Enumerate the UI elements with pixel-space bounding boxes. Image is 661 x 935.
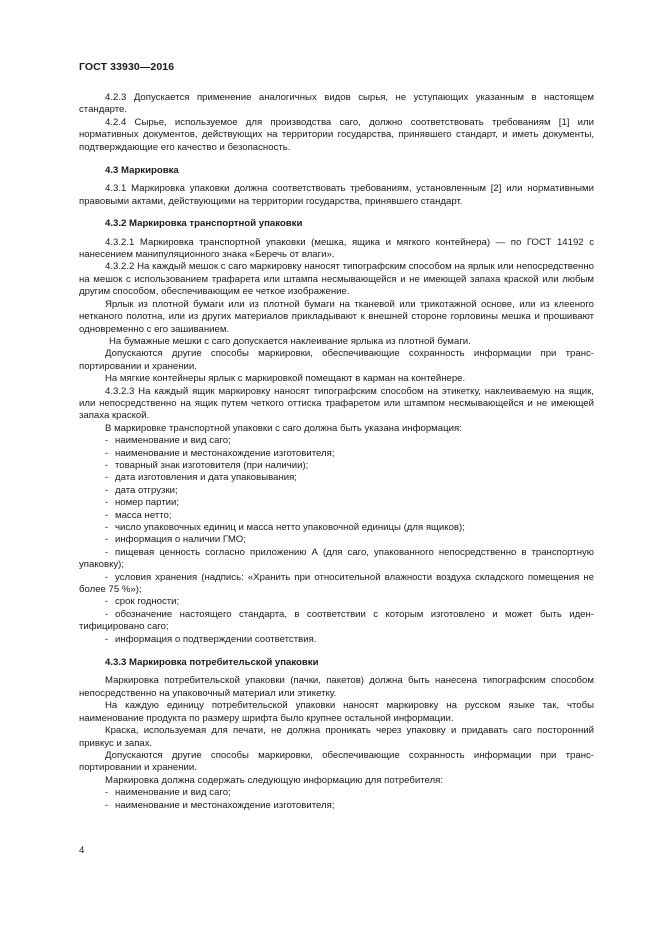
paragraph-4-3-2-2: 4.3.2.2 На каждый мешок с саго маркировку наносят типографским способом на ярлык или непосредственно на мешок с использованием трафарета или штампа несмывающейся и не имеющей запаха краской или любым другим способом, обеспечивающим ее четкое изображение. xyxy=(79,261,594,298)
paragraph-paper-bags: На бумажные мешки с саго допускается наклеивание ярлыка из плотной бумаги. xyxy=(109,335,471,347)
list-dash: - xyxy=(105,787,109,799)
list-dash: - xyxy=(105,459,109,471)
list-dash: - xyxy=(105,484,109,496)
list-dash: - xyxy=(105,608,109,620)
list-item: - товарный знак изготовителя (при наличии); xyxy=(105,459,309,471)
list-dash: - xyxy=(105,472,109,484)
document-body xyxy=(79,92,594,812)
list-item: - наименование и вид саго; xyxy=(105,435,231,447)
list-dash: - xyxy=(105,799,109,811)
transport-info-list xyxy=(79,435,594,646)
list-dash: - xyxy=(105,534,109,546)
paragraph-4-3-1: 4.3.1 Маркировка упаковки должна соответствовать требованиям, установленным [2] или нормативными правовыми актами, действующими на территории государства, принявшего стандарт. xyxy=(79,183,594,207)
list-dash: - xyxy=(105,546,109,558)
paragraph-4-2-4: 4.2.4 Сырье, используемое для производства саго, должно соответствовать требованиям [1] или нормативных документов, действующих на территории государства, принявшего стандарт, и иметь документы, подтверждающие его качество и безопасность. xyxy=(79,116,594,153)
list-dash: - xyxy=(105,522,109,533)
paragraph-4-3-3-c: Краска, используемая для печати, не должна проникать через упаковку и придавать саго посторонний привкус и запах. xyxy=(79,725,594,749)
list-item: - срок годности; xyxy=(105,596,180,608)
paragraph-transport-info-intro: В маркировке транспортной упаковки с саго должна быть указана информация: xyxy=(105,422,462,434)
list-dash: - xyxy=(105,497,109,509)
page-number: 4 xyxy=(79,845,85,856)
paragraph-label-material: Ярлык из плотной бумаги или из плотной бумаги на тканевой или трикотажной основе, или из клееного нетканого полотна, или из других материалов прикладывают к внешней стороне горловины мешка и прошивают одновременно с его зашиванием. xyxy=(79,298,594,335)
list-item: - дата отгрузки; xyxy=(105,484,178,496)
paragraph-soft-containers: На мягкие контейнеры ярлык с маркировкой помещают в карман на контейнере. xyxy=(105,373,466,385)
paragraph-4-3-3-d: Допускаются другие способы маркировки, обеспечивающие сохранность информации при транспортировании и хранении. xyxy=(79,749,594,774)
paragraph-4-3-2-3: 4.3.2.3 На каждый ящик маркировку наносят типографским способом на этикетку, наклеиваемую на ящик, или непосредственно на ящик путем четкого оттиска трафаретом или штампом несмывающейся и не имеющей запаха краской. xyxy=(79,385,594,422)
page-header-standard: ГОСТ 33930—2016 xyxy=(79,61,175,73)
list-dash: - xyxy=(105,571,109,583)
list-item: - условия хранения (надпись: «Хранить при относительной влажности воздуха складского помещения не более 75 %»); xyxy=(79,571,594,596)
list-item: - число упаковочных единиц и масса нетто упаковочной единицы (для ящиков); xyxy=(105,522,465,533)
list-item: - обозначение настоящего стандарта, в соответствии с которым изготовлено и может быть идентифицировано саго; xyxy=(79,608,594,633)
list-dash: - xyxy=(105,509,109,521)
consumer-info-list xyxy=(79,787,594,812)
list-item: - пищевая ценность согласно приложению А (для саго, упакованного непосредственно в транспортную упаковку); xyxy=(79,546,594,571)
list-dash: - xyxy=(105,447,109,459)
list-item: - дата изготовления и дата упаковывания; xyxy=(105,472,297,484)
list-item: - масса нетто; xyxy=(105,509,172,521)
section-heading-4-3: 4.3 Маркировка xyxy=(105,165,179,177)
paragraph-4-3-3-e: Маркировка должна содержать следующую информацию для потребителя: xyxy=(105,774,444,786)
section-heading-4-3-2: 4.3.2 Маркировка транспортной упаковки xyxy=(105,218,303,230)
list-item: - наименование и вид саго; xyxy=(105,787,231,799)
paragraph-4-3-3-a: Маркировка потребительской упаковки (пачки, пакетов) должна быть нанесена типографским способом непосредственно на упаковочный материал или этикетку. xyxy=(79,675,594,699)
list-item: - номер партии; xyxy=(105,497,179,509)
paragraph-4-2-3: 4.2.3 Допускается применение аналогичных видов сырья, не уступающих указанным в настоящем стандарте. xyxy=(79,92,594,116)
list-item: - наименование и местонахождение изготовителя; xyxy=(105,447,335,459)
list-dash: - xyxy=(105,435,109,447)
list-item: - информация о наличии ГМО; xyxy=(105,534,246,546)
list-dash: - xyxy=(105,596,109,608)
paragraph-4-3-2-1: 4.3.2.1 Маркировка транспортной упаковки (мешка, ящика и мягкого контейнера) — по ГОСТ 14192 с нанесением манипуляционного знака «Беречь от влаги». xyxy=(79,236,594,261)
list-item: - информация о подтверждении соответствия. xyxy=(105,633,317,645)
list-item: - наименование и местонахождение изготовителя; xyxy=(105,799,335,811)
list-dash: - xyxy=(105,633,109,645)
section-heading-4-3-3: 4.3.3 Маркировка потребительской упаковки xyxy=(105,657,319,669)
paragraph-other-methods-1: Допускаются другие способы маркировки, обеспечивающие сохранность информации при транспортировании и хранении. xyxy=(79,348,594,372)
paragraph-4-3-3-b: На каждую единицу потребительской упаковки наносят маркировку на русском языке так, чтобы наименование продукта по размеру шрифта было крупнее остальной информации. xyxy=(79,700,594,724)
